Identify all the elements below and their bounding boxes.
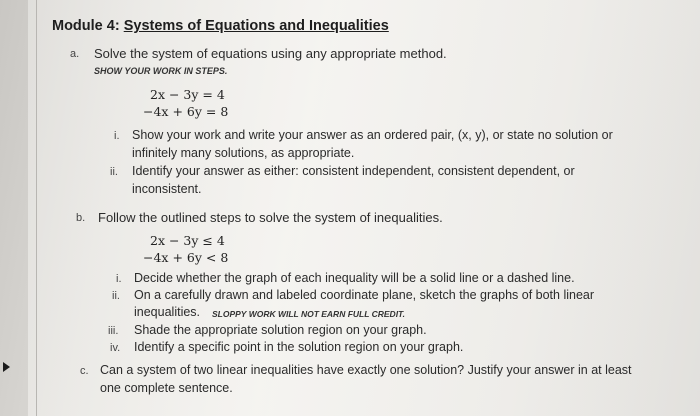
title-prefix: Module 4:	[52, 18, 124, 34]
part-b-item-2-note: SLOPPY WORK WILL NOT EARN FULL CREDIT.	[212, 309, 405, 319]
part-c-line2: one complete sentence.	[100, 381, 233, 395]
part-b-item-2-marker: ii.	[112, 290, 120, 302]
part-b-prompt: Follow the outlined steps to solve the system of inequalities.	[98, 210, 443, 225]
part-b-marker: b.	[76, 212, 86, 224]
part-b-item-1-marker: i.	[116, 273, 122, 285]
part-a-prompt: Solve the system of equations using any appropriate method.	[94, 46, 447, 61]
part-a-item-1-line2: infinitely many solutions, as appropriate.	[132, 146, 355, 160]
part-a-equation-1: 2x − 3y = 4	[150, 87, 225, 102]
page-title	[52, 18, 389, 34]
part-a-item-2-line1: Identify your answer as either: consistent independent, consistent dependent, or	[132, 164, 575, 178]
part-a-item-1-line1: Show your work and write your answer as an ordered pair, (x, y), or state no solution or	[132, 128, 613, 142]
part-a-item-2-line2: inconsistent.	[132, 182, 202, 196]
part-a-marker: a.	[70, 48, 80, 60]
part-c-marker: c.	[80, 365, 89, 377]
part-b-item-3-text: Shade the appropriate solution region on your graph.	[134, 323, 427, 337]
part-b-item-4-text: Identify a specific point in the solution region on your graph.	[134, 340, 464, 354]
part-c-line1: Can a system of two linear inequalities have exactly one solution? Justify your answer in at least	[100, 363, 632, 377]
part-a-note: SHOW YOUR WORK IN STEPS.	[94, 66, 228, 76]
part-b-item-2-line2: inequalities.	[134, 305, 201, 319]
part-b-inequality-2: −4x + 6y < 8	[143, 250, 229, 265]
margin-divider	[36, 0, 37, 416]
play-arrow-icon[interactable]	[3, 362, 10, 372]
title-underlined: Systems of Equations and Inequalities	[123, 18, 389, 34]
part-b-item-4-marker: iv.	[110, 342, 121, 354]
part-b-item-1-text: Decide whether the graph of each inequality will be a solid line or a dashed line.	[134, 271, 575, 285]
part-a-item-2-marker: ii.	[110, 166, 118, 178]
part-a-equation-2: −4x + 6y = 8	[143, 104, 229, 119]
part-a-item-1-marker: i.	[114, 130, 120, 142]
part-b-item-2-line1: On a carefully drawn and labeled coordinate plane, sketch the graphs of both linear	[134, 288, 595, 302]
part-b-inequality-1: 2x − 3y ≤ 4	[150, 233, 225, 248]
part-b-item-3-marker: iii.	[108, 325, 119, 337]
